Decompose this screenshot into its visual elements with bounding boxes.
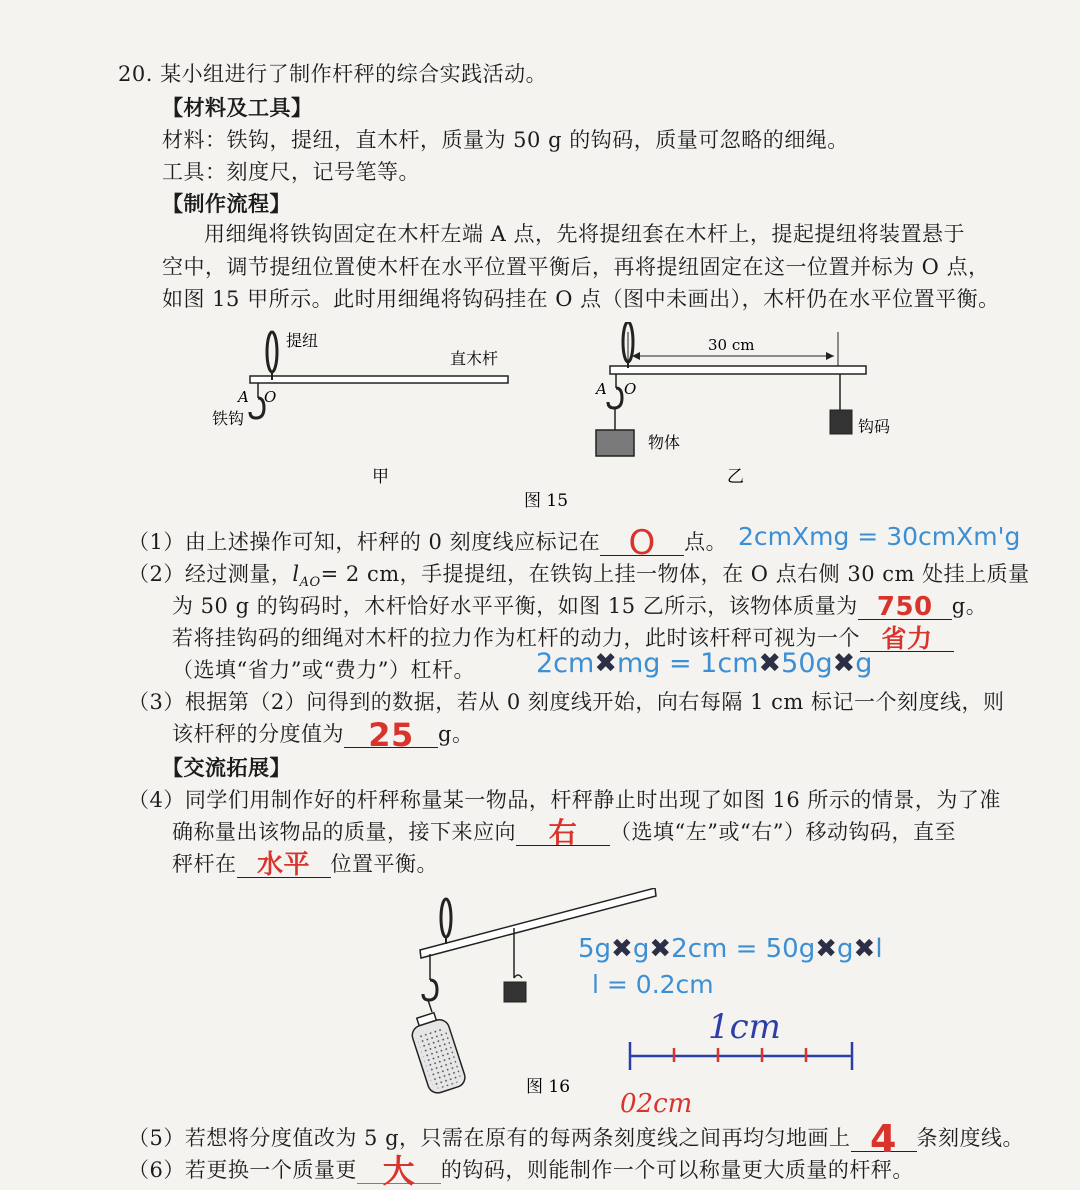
q4-direction-blank [516,816,610,849]
scale-02cm-label: 02cm [620,1089,693,1119]
q4-text-pos: 秤杆在 [172,852,237,876]
note-eq2-a: 2cm [536,648,595,679]
q2-text-mass: 为 50 g 的钩码时，木杆恰好水平平衡，如图 15 乙所示，该物体质量为 [172,594,858,618]
exchange-heading: 【交流拓展】 [162,755,291,780]
note-eq4: l = 0.2cm [592,970,714,999]
q5-text: （5）若想将分度值改为 5 g，只需在原有的每两条刻度线之间再均匀地画上 [128,1126,851,1150]
lift-knob-icon [267,332,277,372]
scale-sketch [620,1000,870,1120]
q2-lao: l [292,562,300,586]
caption-jia: 甲 [372,467,389,487]
q2-line-2 [172,592,987,620]
process-line-1: 用细绳将铁钩固定在木杆左端 A 点，先将提纽套在木杆上，提起提纽将装置悬于 [204,222,966,246]
caption-yi: 乙 [727,467,744,487]
q2-mass-blank [858,592,952,622]
q4-line-3 [172,850,438,878]
q3-unit: g。 [438,722,474,746]
process-heading: 【制作流程】 [162,191,291,216]
question-intro: 某小组进行了制作杆秤的综合实践活动。 [160,62,548,86]
note-eq2-c: 50g [781,648,833,679]
q1-blank [600,523,684,563]
iron-hook-icon [423,980,437,1000]
q1-line [128,523,728,563]
q5-line [128,1117,1025,1161]
q2-mass-answer: 750 [876,592,933,622]
q6-answer: 大 [382,1152,416,1190]
note-eq2-b: mg = 1cm [616,648,759,679]
process-line-2: 空中，调节提纽位置使木杆在水平位置平衡后，再将提纽固定在这一位置并标为 O 点， [162,255,990,279]
materials-line: 材料：铁钩，提纽，直木杆，质量为 50 g 的钩码，质量可忽略的细绳。 [162,128,849,152]
question-number: 20. [118,62,153,86]
question-header [118,60,547,88]
iron-hook-icon [250,398,264,418]
q4-text-end: （选填“左”或“右”）移动钩码，直至 [610,820,956,844]
label-hook: 铁钩 [212,409,245,428]
bottle-icon [407,1010,467,1096]
iron-hook-icon [608,388,622,408]
note-eq3-d: g [837,934,854,964]
rod-jia [250,376,508,383]
q4-line-1: （4）同学们用制作好的杆秤称量某一物品，杆秤静止时出现了如图 16 所示的情景，为了准 [128,788,1001,812]
q2-lao-sub: AO [299,575,321,591]
scale-1cm-label: 1cm [708,1007,781,1047]
q1-text-end: 点。 [684,530,728,554]
q5-answer: 4 [870,1117,897,1161]
q4-text-pos-end: 位置平衡。 [330,852,438,876]
q4-text: 确称量出该物品的质量，接下来应向 [172,820,516,844]
q4-position-blank [237,850,331,880]
rod-yi [610,366,866,374]
q2-text: （2）经过测量， [128,562,293,586]
note-eq3: 5g✖g✖2cm = 50g✖g✖l [578,934,883,964]
q6-text: （6）若更换一个质量更 [128,1158,357,1182]
q2-lever-blank [860,624,954,653]
figure-16-title: 图 16 [526,1077,571,1097]
object-block [596,430,634,456]
q6-blank [357,1152,441,1190]
figure-15-title: 图 15 [524,491,569,511]
q2-lever-answer: 省力 [881,624,933,653]
q3-line-1: （3）根据第（2）问得到的数据，若从 0 刻度线开始，向右每隔 1 cm 标记一个刻度线，则 [128,690,1005,714]
q2-line-4: （选填“省力”或“费力”）杠杆。 [172,658,475,682]
label-o-yi: O [624,380,637,398]
q4-direction-answer: 右 [548,816,578,849]
note-eq3-b: g [632,934,650,964]
note-eq3-c: 2cm = 50g [671,934,816,964]
q3-text: 该杆秤的分度值为 [172,722,344,746]
q2-text-rest: = 2 cm，手提提纽，在铁钩上挂一物体，在 O 点右侧 30 cm 处挂上质量 [320,562,1030,586]
q3-blank [344,716,438,754]
figure-15-yi [594,322,890,487]
label-o-jia: O [264,388,277,406]
label-weight: 钩码 [858,417,891,436]
q3-answer: 25 [368,716,414,754]
materials-heading: 【材料及工具】 [162,95,313,120]
weight-icon [504,982,526,1002]
q2-unit: g。 [951,594,988,618]
note-eq2-d: g [855,648,873,679]
q6-text-end: 的钩码，则能制作一个可以称量更大质量的杆秤。 [440,1158,914,1182]
label-object: 物体 [648,433,681,452]
label-rod: 直木杆 [450,349,499,368]
note-eq3-e: l [875,934,883,964]
label-a-yi: A [596,380,607,398]
label-30cm: 30 cm [708,336,755,354]
q2-text-lever: 若将挂钩码的细绳对木杆的拉力作为杠杆的动力，此时该杆秤可视为一个 [172,626,860,650]
figure-15 [200,322,900,518]
q4-position-answer: 水平 [256,850,310,880]
q1-text: （1）由上述操作可知，杆秤的 0 刻度线应标记在 [128,530,601,554]
label-a-jia: A [238,388,249,406]
lift-knob-icon [441,899,451,937]
q1-answer: O [628,523,656,563]
q4-line-2 [172,816,956,849]
weight-icon [830,410,852,434]
q5-blank [851,1117,917,1161]
figure-15-jia [212,331,508,487]
note-eq1: 2cmXmg = 30cmXm'g [738,522,1021,551]
q3-line-2 [172,716,474,754]
note-eq2: 2cm✖mg = 1cm✖50g✖g [536,648,873,679]
note-eq3-a: 5g [578,934,612,964]
q6-line [128,1152,914,1190]
tools-line: 工具：刻度尺，记号笔等。 [162,160,420,184]
q5-text-end: 条刻度线。 [916,1126,1025,1150]
label-tiniu: 提纽 [286,331,319,350]
process-line-3: 如图 15 甲所示。此时用细绳将钩码挂在 O 点（图中未画出），木杆仍在水平位置平衡。 [162,287,1000,311]
